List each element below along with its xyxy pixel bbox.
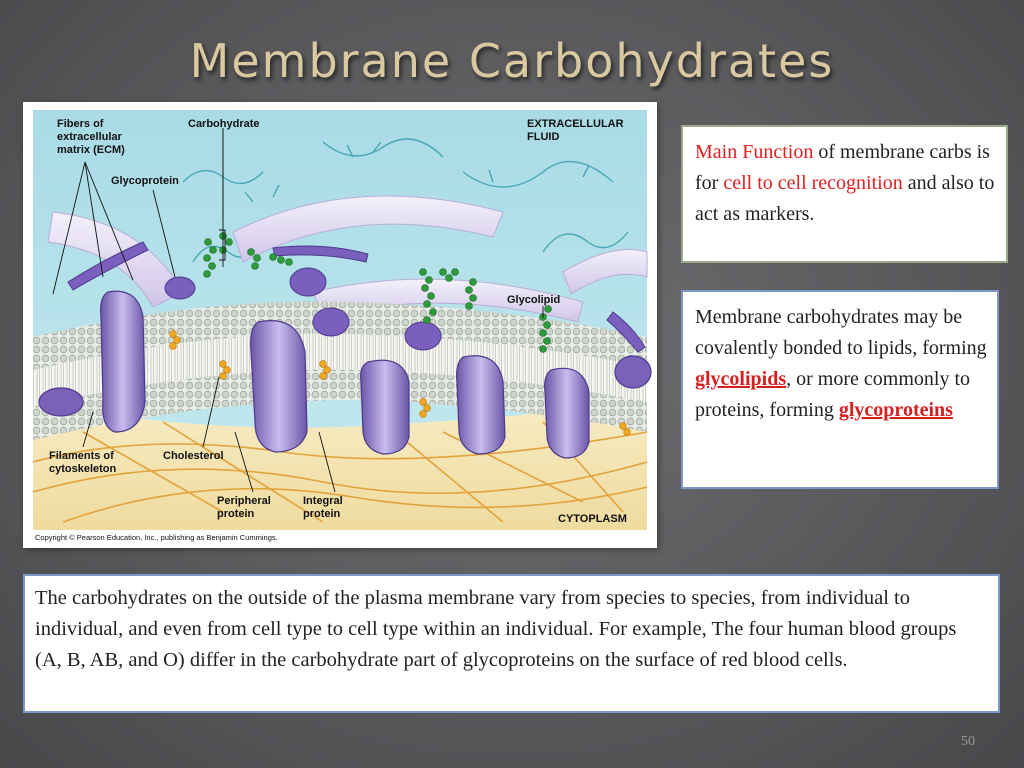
label-glycoprotein: Glycoprotein [111, 175, 179, 187]
glycoproteins-term: glycoproteins [838, 399, 953, 421]
label-integral-line2: protein [303, 508, 341, 520]
label-cholesterol: Cholesterol [163, 450, 224, 462]
label-extracellular-line2: FLUID [527, 131, 560, 143]
membrane-illustration [23, 102, 657, 548]
glyco-text-1: Membrane carbohydrates may be covalently bonded to lipids, forming [695, 306, 987, 359]
figure-copyright: Copyright © Pearson Education, Inc., publishing as Benjamin Cummings. [35, 533, 278, 542]
main-function-highlight: Main Function [695, 141, 814, 163]
main-function-text-2: and also to act as markers. [695, 172, 995, 225]
slide-title: Membrane Carbohydrates [189, 34, 835, 88]
glycolipids-term: glycolipids [695, 368, 787, 390]
label-fibers-line2: extracellular [57, 131, 122, 143]
label-peripheral-line2: protein [217, 508, 255, 520]
blood-groups-text: The carbohydrates on the outside of the plasma membrane vary from species to species, from individual to individual, and even from cell type to cell type within an individual. For example, The four human blood groups (A, B, AB, and O) differ in the carbohydrate part of glycoproteins on the surface of red blood cells. [35, 587, 957, 671]
label-filaments-line2: cytoskeleton [49, 463, 117, 475]
label-fibers-line3: matrix (ECM) [57, 144, 125, 156]
label-integral-line1: Integral [303, 495, 343, 507]
page-number: 50 [961, 734, 975, 749]
glyco-text-2: , or more commonly to proteins, forming [695, 368, 970, 421]
label-glycolipid: Glycolipid [507, 294, 561, 306]
label-extracellular-line1: EXTRACELLULAR [527, 118, 624, 130]
cell-recognition-highlight: cell to cell recognition [723, 172, 903, 194]
label-peripheral-line1: Peripheral [217, 495, 271, 507]
membrane-diagram [23, 102, 657, 548]
label-filaments-line1: Filaments of [49, 450, 114, 462]
label-fibers-line1: Fibers of [57, 118, 104, 130]
blood-groups-box [23, 574, 1000, 713]
main-function-text-1: of membrane carbs is for [695, 141, 990, 194]
label-carbohydrate: Carbohydrate [188, 118, 260, 130]
main-function-box [681, 125, 1008, 263]
label-cytoplasm: CYTOPLASM [558, 513, 627, 525]
glyco-definition-box [681, 290, 999, 489]
